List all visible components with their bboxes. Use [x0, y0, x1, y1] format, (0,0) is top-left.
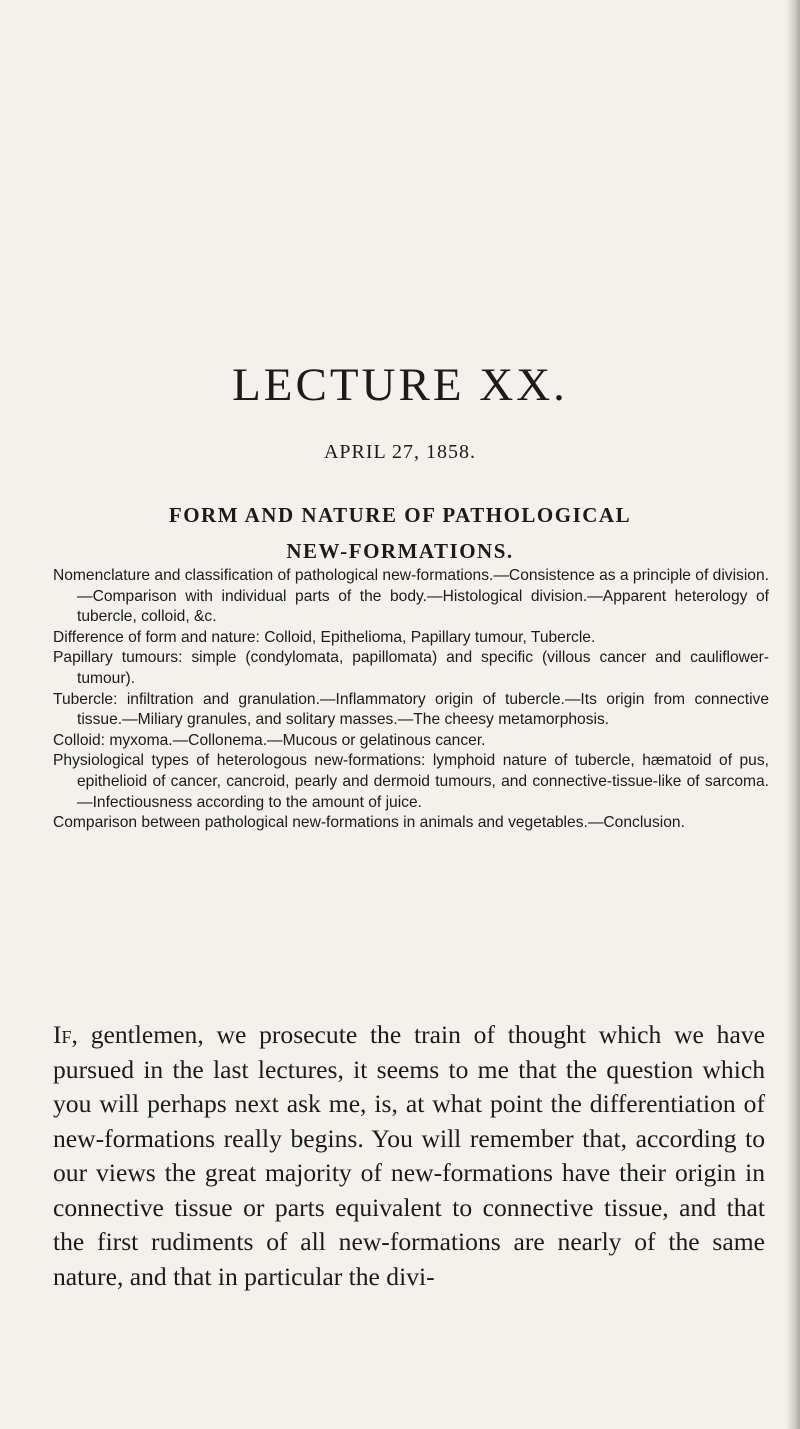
synopsis-paragraph: Difference of form and nature: Colloid, Epithelioma, Papillary tumour, Tubercle. — [53, 628, 596, 646]
synopsis-paragraph: Papillary tumours: simple (condylomata, papillomata) and specific (villous cancer and cauliflower-tumour). — [53, 649, 769, 687]
synopsis-paragraph: Colloid: myxoma.—Collonema.—Mucous or gelatinous cancer. — [53, 731, 486, 749]
lecture-subject: FORM AND NATURE OF PATHOLOGICAL NEW-FORMATIONS. — [168, 503, 632, 563]
synopsis-paragraph: Nomenclature and classification of pathological new-formations.—Consistence as a principle of division.—Comparison with individual parts of the body.—Histological division.—Apparent heterology of tubercle, colloid, &c. — [53, 567, 769, 626]
synopsis-paragraph: Tubercle: infiltration and granulation.—Inflammatory origin of tubercle.—Its origin from connective tissue.—Miliary granules, and solitary masses.—The cheesy metamorphosis. — [53, 690, 769, 729]
opening-word: If, — [53, 1020, 78, 1049]
synopsis — [53, 566, 769, 834]
body-paragraph — [53, 1018, 765, 1294]
lecture-date: APRIL 27, 1858. — [323, 441, 477, 463]
synopsis-paragraph: Physiological types of heterologous new-formations: lymphoid nature of tubercle, hæmatoid of pus, epithelioid of cancer, cancroid, pearly and dermoid tumours, and connective-tissue-like of sarcoma.—Infectiousness according to the amount of juice. — [53, 752, 769, 811]
page-edge-shadow — [786, 0, 800, 1429]
lecture-title: LECTURE XX. — [232, 359, 568, 411]
body-paragraph-text: gentlemen, we prosecute the train of thought which we have pursued in the last lectures, it seems to me that the question which you will perhaps next ask me, is, at what point the differentiation of new-formations really begins. You will remember that, according to our views the great majority of new-formations have their origin in connective tissue or parts equivalent to connective tissue, and that the first rudiments of all new-formations are nearly of the same nature, and that in particular the divi- — [53, 1020, 765, 1291]
synopsis-paragraph: Comparison between pathological new-formations in animals and vegetables.—Conclusion. — [53, 814, 685, 832]
